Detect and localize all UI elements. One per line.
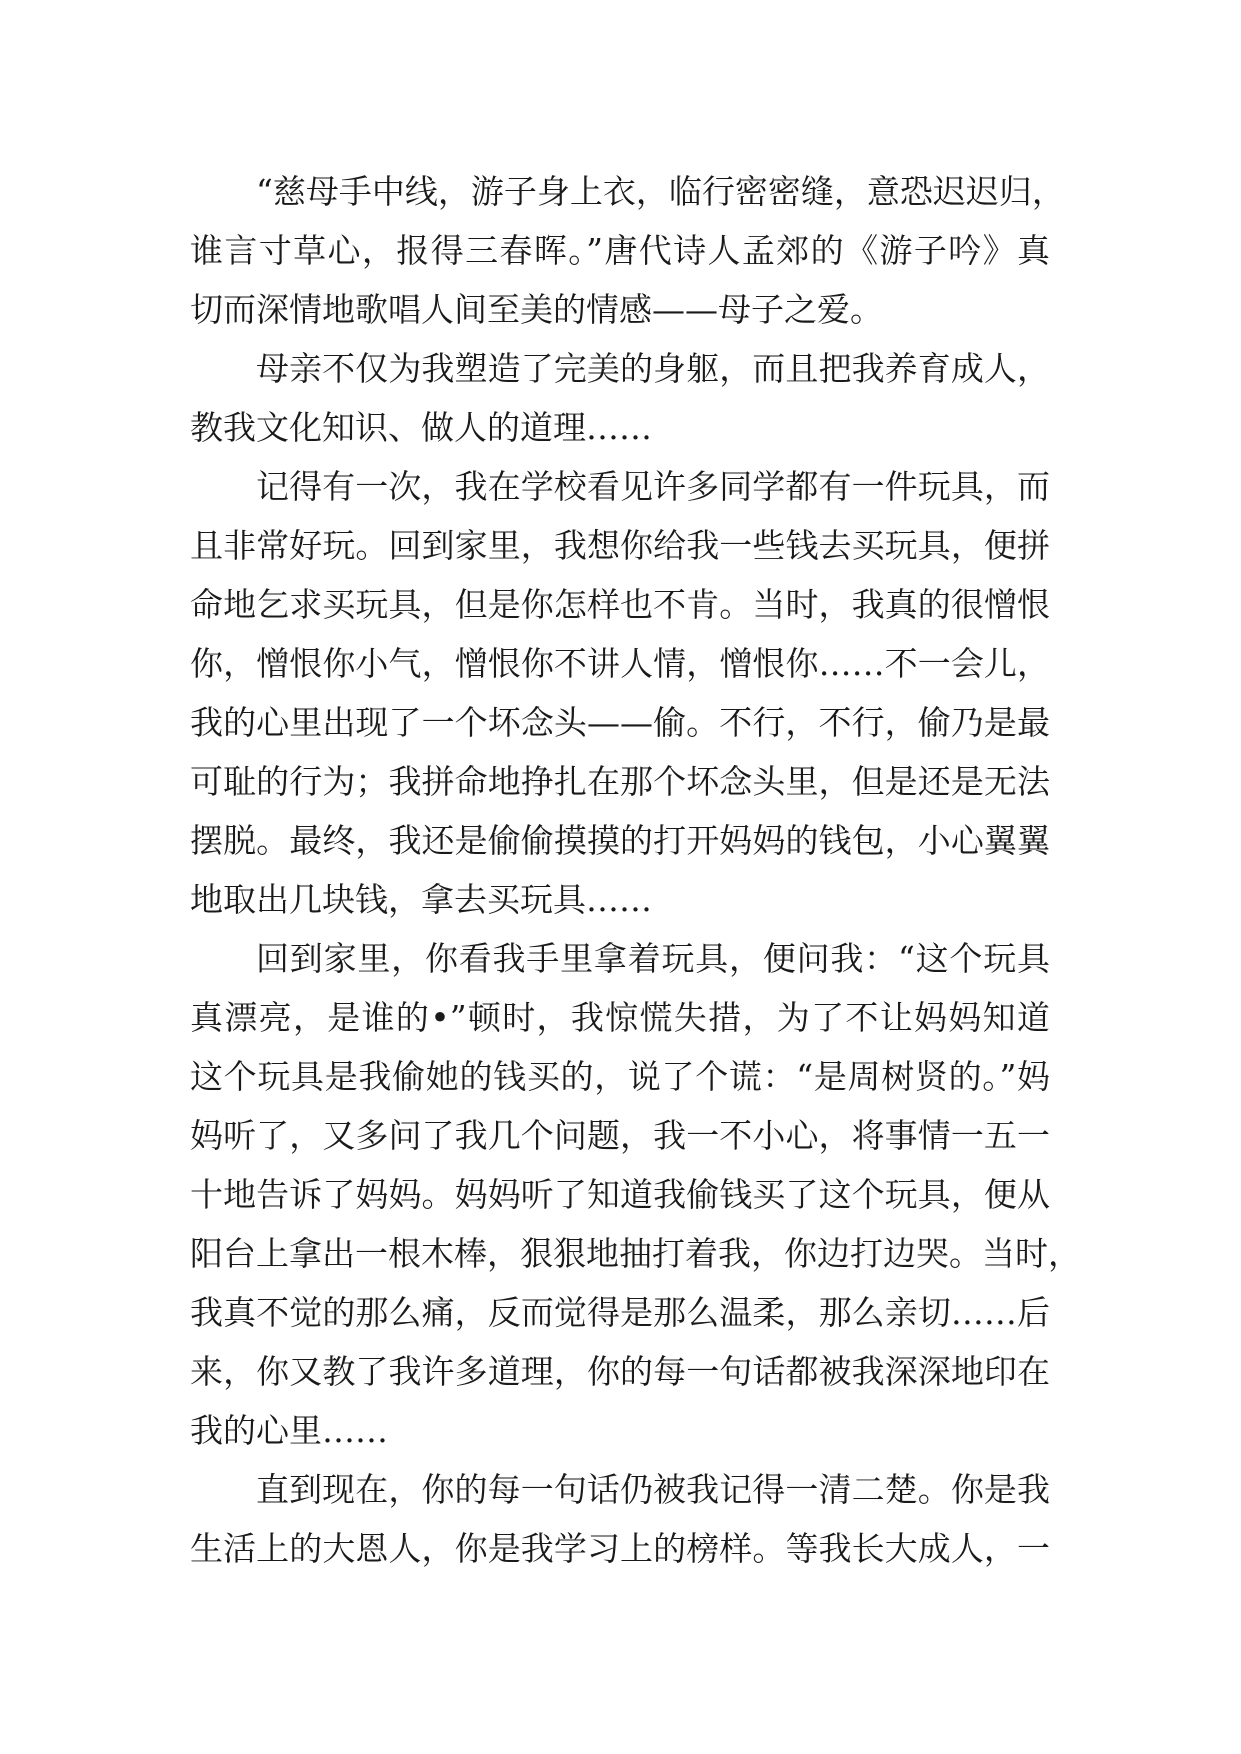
text-line: 生活上的大恩人，你是我学习上的榜样。等我长大成人，一 [190,1529,1050,1568]
essay-body [190,162,1081,1578]
text-line: 十地告诉了妈妈。妈妈听了知道我偷钱买了这个玩具，便从 [190,1175,1050,1214]
text-line: 且非常好玩。回到家里，我想你给我一些钱去买玩具，便拼 [190,526,1050,565]
text-line: 妈听了，又多问了我几个问题，我一不小心，将事情一五一 [190,1116,1050,1155]
text-line: 我真不觉的那么痛，反而觉得是那么温柔，那么亲切……后 [190,1293,1050,1332]
paragraph-toy-story [190,457,1050,929]
text-line: 我的心里…… [190,1411,388,1450]
text-line: 摆脱。最终，我还是偷偷摸摸的打开妈妈的钱包，小心翼翼 [190,821,1050,860]
text-line: 母亲不仅为我塑造了完美的身躯，而且把我养育成人， [256,349,1050,388]
text-line: 地取出几块钱，拿去买玩具…… [190,880,652,919]
paragraph-mother-nurture [190,339,1050,457]
text-line: 命地乞求买玩具，但是你怎样也不肯。当时，我真的很憎恨 [190,585,1050,624]
text-line: “慈母手中线，游子身上衣，临行密密缝，意恐迟迟归， [256,172,1065,211]
text-line: 回到家里，你看我手里拿着玩具，便问我：“这个玩具 [256,939,1050,978]
text-line: 直到现在，你的每一句话仍被我记得一清二楚。你是我 [256,1470,1050,1509]
text-line: 这个玩具是我偷她的钱买的，说了个谎：“是周树贤的。”妈 [190,1057,1050,1096]
text-line: 阳台上拿出一根木棒，狠狠地抽打着我，你边打边哭。当时， [190,1234,1081,1273]
paragraph-until-now [190,1460,1050,1578]
text-line: 真漂亮，是谁的•”顿时，我惊慌失措，为了不让妈妈知道 [190,998,1050,1037]
text-line: 来，你又教了我许多道理，你的每一句话都被我深深地印在 [190,1352,1050,1391]
paragraph-home-discovery [190,929,1081,1460]
text-line: 你，憎恨你小气，憎恨你不讲人情，憎恨你……不一会儿， [190,644,1050,683]
text-line: 教我文化知识、做人的道理…… [190,408,652,447]
text-line: 切而深情地歌唱人间至美的情感——母子之爱。 [190,290,883,329]
text-line: 我的心里出现了一个坏念头——偷。不行，不行，偷乃是最 [190,703,1050,742]
paragraph-poem-quote [190,162,1065,339]
text-line: 记得有一次，我在学校看见许多同学都有一件玩具，而 [256,467,1050,506]
text-line: 可耻的行为；我拼命地挣扎在那个坏念头里，但是还是无法 [190,762,1050,801]
text-line: 谁言寸草心，报得三春晖。”唐代诗人孟郊的《游子吟》真 [190,231,1050,270]
